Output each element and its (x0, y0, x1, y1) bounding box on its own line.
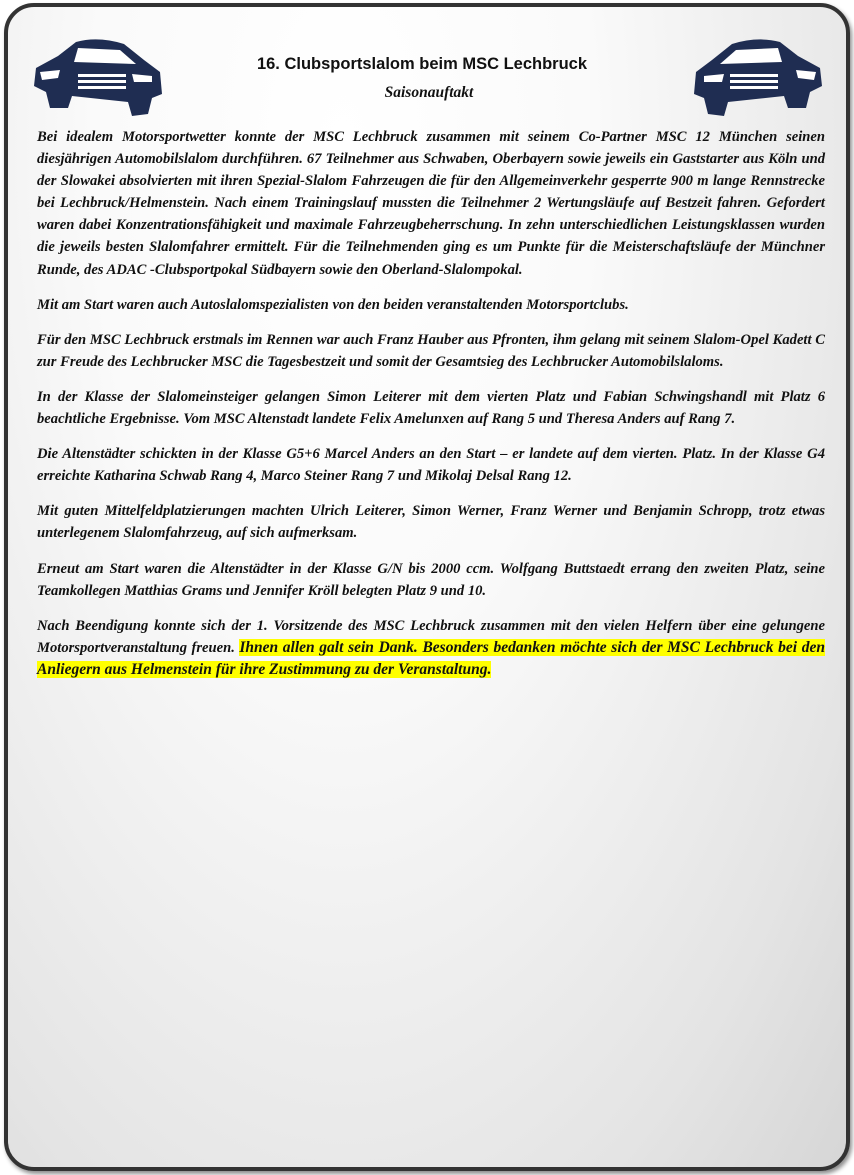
paragraph-midfield: Mit guten Mittelfeldplatzierungen machten Ulrich Leiterer, Simon Werner, Franz Werner und Benjamin Schropp, trotz etwas unterlegenem Slalomfahrzeug, auf sich aufmerksam. (37, 503, 825, 542)
article-subtitle: Saisonauftakt (384, 84, 474, 101)
paragraph-beginner-class: In der Klasse der Slalomeinsteiger gelangen Simon Leiterer mit dem vierten Platz und Fabian Schwingshandl mit Platz 6 beachtliche Ergebnisse. Vom MSC Altenstadt landete Felix Amelunxen auf Rang 5 und Theresa Anders auf Rang 7. (37, 388, 825, 428)
article-body (37, 126, 825, 694)
paragraph-class-gn: Erneut am Start waren die Altenstädter in der Klasse G/N bis 2000 ccm. Wolfgang Buttstaedt errang den zweiten Platz, seine Teamkollegen Matthias Grams und Jennifer Kröll belegten Platz 9 und 10. (37, 560, 825, 599)
paragraph-closing (37, 615, 825, 681)
closing-text: Nach Beendigung konnte sich der 1. Vorsitzende des MSC Lechbruck zusammen mit den vielen Helfern über eine gelungene Motorsportveranstaltung freuen. (37, 617, 825, 656)
paragraph-intro: Bei idealem Motorsportwetter konnte der MSC Lechbruck zusammen mit seinem Co-Partner MSC 12 München seinen diesjährigen Automobilslalom durchführen. 67 Teilnehmer aus Schwaben, Oberbayern sowie jeweils ein Gaststarter aus Köln und der Slowakei absolvierten mit ihren Spezial-Slalom Fahrzeugen die für den Allgemeinverkehr gesperrte 900 m lange Rennstrecke bei Lechbruck/Helmenstein. Nach einem Trainingslauf mussten die Teilnehmer 2 Wertungsläufe auf Bestzeit fahren. Gefordert waren dabei Konzentrationsfähigkeit und maximale Fahrzeugbeherrschung. In zehn unterschiedlichen Leistungsklassen wurden die jeweils besten Slalomfahrer ermittelt. Für die Teilnehmenden ging es um Punkte für die Meisterschaftsläufe der Münchner Runde, des ADAC -Clubsportpokal Südbayern sowie den Oberland-Slalompokal. (37, 129, 825, 278)
rally-car-icon (688, 34, 828, 120)
highlighted-thanks: Ihnen allen galt sein Dank. Besonders bedanken möchte sich der MSC Lechbruck bei den Anliegern aus Helmenstein für ihre Zustimmung zu der Veranstaltung. (37, 638, 825, 678)
rally-car-icon (28, 34, 168, 120)
paragraph-class-g5-g4: Die Altenstädter schickten in der Klasse G5+6 Marcel Anders an den Start – er landete auf dem vierten. Platz. In der Klasse G4 erreichte Katharina Schwab Rang 4, Marco Steiner Rang 7 und Mikolaj Delsal Rang 12. (37, 446, 825, 485)
paragraph-participants: Mit am Start waren auch Autoslalomspezialisten von den beiden veranstaltenden Motorsportclubs. (37, 296, 629, 313)
paragraph-overall-winner: Für den MSC Lechbruck erstmals im Rennen war auch Franz Hauber aus Pfronten, ihm gelang mit seinem Slalom-Opel Kadett C zur Freude des Lechbrucker MSC die Tagesbestzeit und somit der Gesamtsieg des Lechbrucker Automobilslaloms. (37, 331, 825, 370)
article-title: 16. Clubsportslalom beim MSC Lechbruck (256, 55, 588, 73)
